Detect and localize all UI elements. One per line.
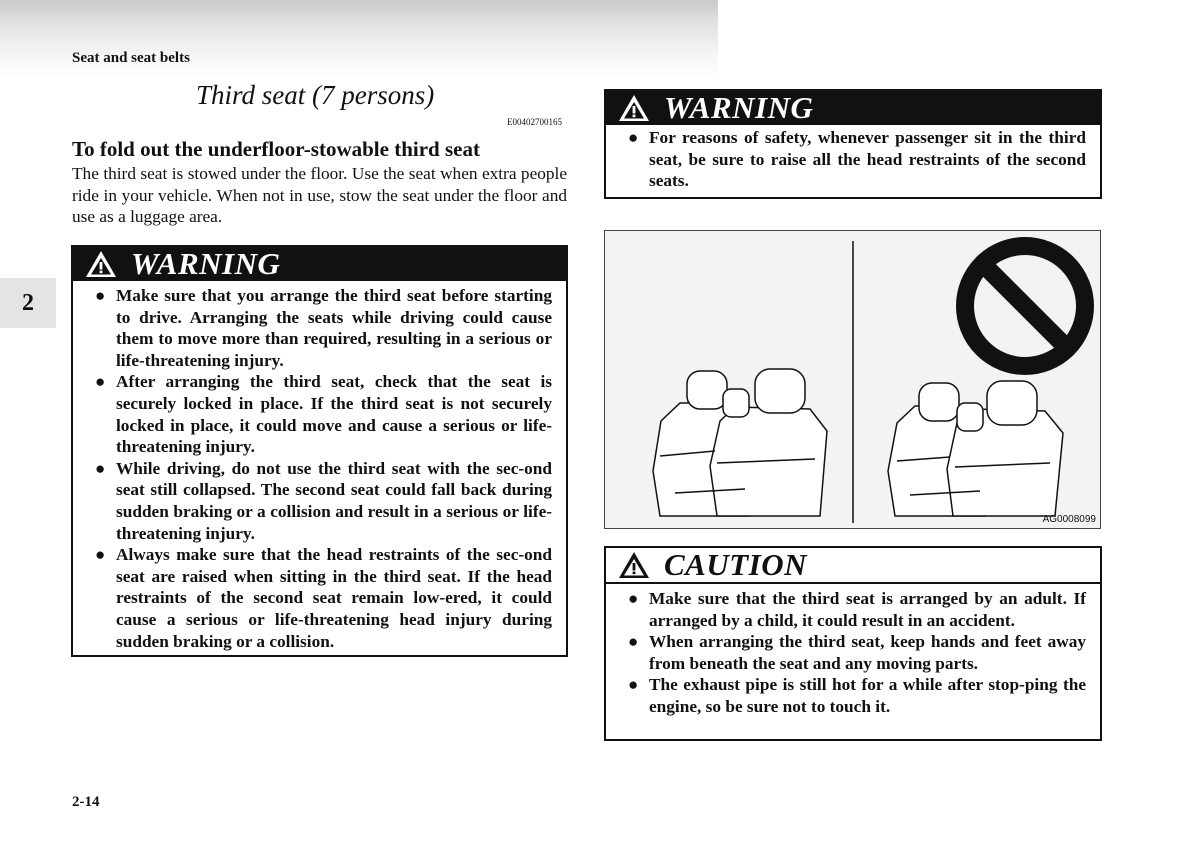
list-item	[618, 127, 1086, 192]
section-heading: To fold out the underfloor-stowable third seat	[72, 137, 480, 161]
list-item-text: While driving, do not use the third seat with the sec-ond seat still collapsed. The second seat could fall back during sudden braking or a collision and result in a serious or life-threatening injury.	[116, 458, 552, 543]
section-label: Seat and seat belts	[72, 50, 190, 66]
chapter-number: 2	[22, 289, 34, 316]
warning-label: WARNING	[664, 90, 814, 125]
warning-triangle-icon	[618, 94, 650, 122]
caution-triangle-icon	[618, 551, 650, 579]
list-item-text: When arranging the third seat, keep hands and feet away from beneath the seat and any moving parts.	[649, 632, 1086, 673]
list-item-text: Make sure that the third seat is arranged by an adult. If arranged by a child, it could result in an accident.	[649, 589, 1086, 630]
bullet-icon: ●	[628, 589, 639, 608]
prohibition-icon	[965, 246, 1085, 366]
seat-icon	[888, 381, 1063, 516]
seat-diagram	[605, 231, 1100, 528]
warning-header	[606, 91, 1100, 125]
list-item	[85, 458, 552, 544]
list-item	[618, 674, 1086, 717]
caution-header	[606, 548, 1100, 584]
list-item-text: After arranging the third seat, check that the seat is securely locked in place. If the third seat is not securely locked in place, it could move and cause a serious or life-threatening injury.	[116, 372, 552, 457]
list-item-text: The exhaust pipe is still hot for a while after stop-ping the engine, so be sure not to touch it.	[649, 675, 1086, 716]
warning-box-left	[71, 245, 568, 657]
figure-code: AG0008099	[1042, 514, 1096, 525]
caution-box	[604, 546, 1102, 741]
seat-icon	[653, 369, 827, 516]
warning-list	[73, 281, 566, 652]
bullet-icon: ●	[628, 675, 639, 695]
list-item	[618, 588, 1086, 631]
bullet-icon: ●	[95, 458, 106, 478]
bullet-icon: ●	[628, 632, 639, 652]
warning-label: WARNING	[131, 246, 281, 281]
seat-illustration	[604, 230, 1101, 529]
warning-list	[606, 125, 1100, 192]
warning-box-right	[604, 89, 1102, 199]
page-title: Third seat (7 persons)	[196, 80, 435, 110]
caution-label: CAUTION	[664, 547, 808, 582]
bullet-icon: ●	[95, 372, 106, 392]
list-item	[85, 544, 552, 652]
chapter-tab	[0, 278, 56, 328]
page-number: 2-14	[72, 794, 100, 810]
list-item	[618, 631, 1086, 674]
list-item	[85, 285, 552, 371]
warning-header	[73, 247, 566, 281]
caution-list	[606, 584, 1100, 718]
list-item-text: For reasons of safety, whenever passenger sit in the third seat, be sure to raise all the head restraints of the second seats.	[649, 128, 1086, 191]
list-item-text: Always make sure that the head restraints of the sec-ond seat are raised when sitting in the third seat. If the head restraints of the second seat remain low-ered, it could cause a serious or life-threatening head injury during sudden braking or a collision.	[116, 545, 552, 651]
warning-triangle-icon	[85, 250, 117, 278]
bullet-icon: ●	[95, 545, 106, 565]
bullet-icon: ●	[628, 128, 639, 147]
list-item	[85, 371, 552, 457]
intro-paragraph: The third seat is stowed under the floor. Use the seat when extra people ride in your vehicle. When not in use, stow the seat under the floor and use as a luggage area.	[72, 164, 567, 226]
bullet-icon: ●	[95, 286, 106, 305]
list-item-text: Make sure that you arrange the third seat before starting to drive. Arranging the seats while driving could cause them to move more than required, resulting in a serious or life-threatening injury.	[116, 286, 552, 370]
reference-code: E00402700165	[507, 117, 562, 127]
